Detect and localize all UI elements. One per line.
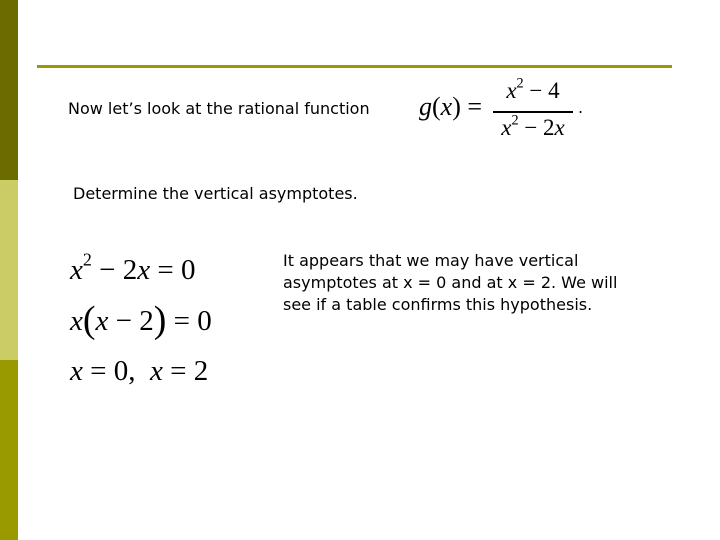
prompt-text: Determine the vertical asymptotes. [73, 184, 358, 203]
intro-text: Now let’s look at the rational function [68, 99, 370, 118]
fraction-bar [493, 111, 573, 113]
sidebar-segment-bottom [0, 360, 18, 540]
trailing-period: . [578, 98, 584, 117]
explanation-text [283, 250, 683, 316]
sidebar-segment-top [0, 0, 18, 180]
sidebar-segment-middle [0, 180, 18, 360]
equation-3: x = 0, x = 2 [70, 355, 209, 387]
explanation-line-2: asymptotes at x = 0 and at x = 2. We will [283, 273, 618, 292]
function-fraction [493, 75, 573, 148]
equation-2: x(x − 2) = 0 [70, 299, 212, 341]
function-label: g(x) = [419, 92, 483, 121]
equation-1: $x^2 - 2x = 0$ [70, 249, 196, 286]
explanation-line-1: It appears that we may have vertical [283, 251, 579, 270]
fraction-numerator: $x^2 - 4$ [506, 75, 560, 103]
explanation-line-3: see if a table confirms this hypothesis. [283, 295, 593, 314]
fraction-denominator: $x^2 - 2x$ [501, 112, 565, 140]
title-rule [37, 65, 672, 68]
